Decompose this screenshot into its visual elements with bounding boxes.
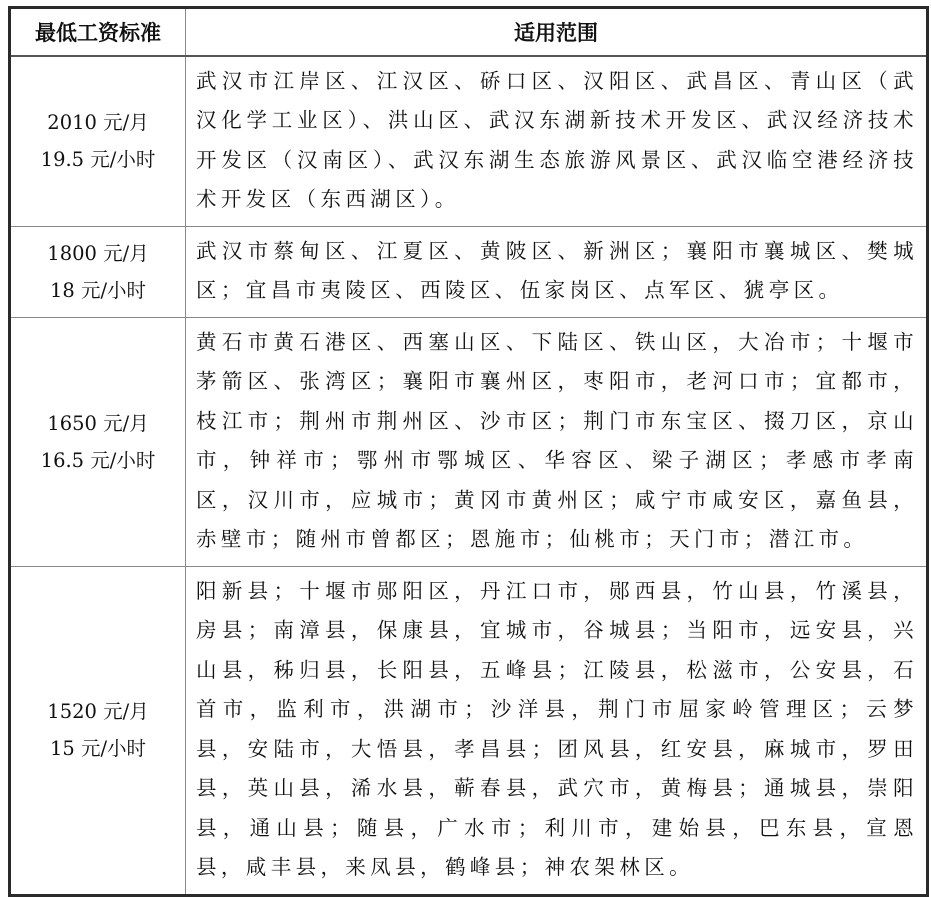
header-row xyxy=(10,8,928,56)
table-row xyxy=(10,317,928,566)
monthly-wage: 1800 元/月 xyxy=(47,241,149,265)
hourly-wage: 19.5 元/小时 xyxy=(40,148,156,171)
applicable-scope-cell: 武汉市江岸区、江汉区、硚口区、汉阳区、武昌区、青山区（武汉化学工业区）、洪山区、武汉东湖新技术开发区、武汉经济技术开发区（汉南区）、武汉东湖生态旅游风景区、武汉临空港经济技术开发区（东西湖区）。 xyxy=(186,56,928,227)
wage-standard-cell xyxy=(10,566,186,895)
applicable-scope-cell: 黄石市黄石港区、西塞山区、下陆区、铁山区，大冶市；十堰市茅箭区、张湾区；襄阳市襄州区，枣阳市，老河口市；宜都市，枝江市；荆州市荆州区、沙市区；荆门市东宝区、掇刀区，京山市，钟祥市；鄂州市鄂城区、华容区、梁子湖区；孝感市孝南区，汉川市，应城市；黄冈市黄州区；咸宁市咸安区，嘉鱼县，赤壁市；随州市曾都区；恩施市；仙桃市；天门市；潜江市。 xyxy=(186,317,928,566)
applicable-scope-cell: 阳新县；十堰市郧阳区，丹江口市，郧西县，竹山县，竹溪县，房县；南漳县，保康县，宜城市，谷城县；当阳市，远安县，兴山县，秭归县，长阳县，五峰县；江陵县，松滋市，公安县，石首市，监利市，洪湖市；沙洋县，荆门市屈家岭管理区；云梦县，安陆市，大悟县，孝昌县；团风县，红安县，麻城市，罗田县，英山县，浠水县，蕲春县，武穴市，黄梅县；通城县，崇阳县，通山县；随县，广水市；利川市，建始县，巴东县，宣恩县，咸丰县，来凤县，鹤峰县；神农架林区。 xyxy=(186,566,928,895)
wage-standard-cell xyxy=(10,317,186,566)
wage-standard-cell xyxy=(10,226,186,317)
monthly-wage: 1520 元/月 xyxy=(47,700,149,723)
monthly-wage: 2010 元/月 xyxy=(47,111,149,134)
monthly-wage: 1650 元/月 xyxy=(47,411,149,435)
table-row xyxy=(10,56,928,227)
hourly-wage: 15 元/小时 xyxy=(49,737,147,760)
table-row xyxy=(10,566,928,895)
applicable-scope-cell: 武汉市蔡甸区、江夏区、黄陂区、新洲区；襄阳市襄城区、樊城区；宜昌市夷陵区、西陵区、伍家岗区、点军区、猇亭区。 xyxy=(186,226,928,317)
wage-standard-cell xyxy=(10,56,186,227)
header-minimum-wage-standard: 最低工资标准 xyxy=(10,8,186,56)
hourly-wage: 18 元/小时 xyxy=(49,278,147,302)
header-applicable-scope: 适用范围 xyxy=(186,8,928,56)
hourly-wage: 16.5 元/小时 xyxy=(40,448,156,472)
table-row xyxy=(10,226,928,317)
minimum-wage-table xyxy=(8,6,929,897)
